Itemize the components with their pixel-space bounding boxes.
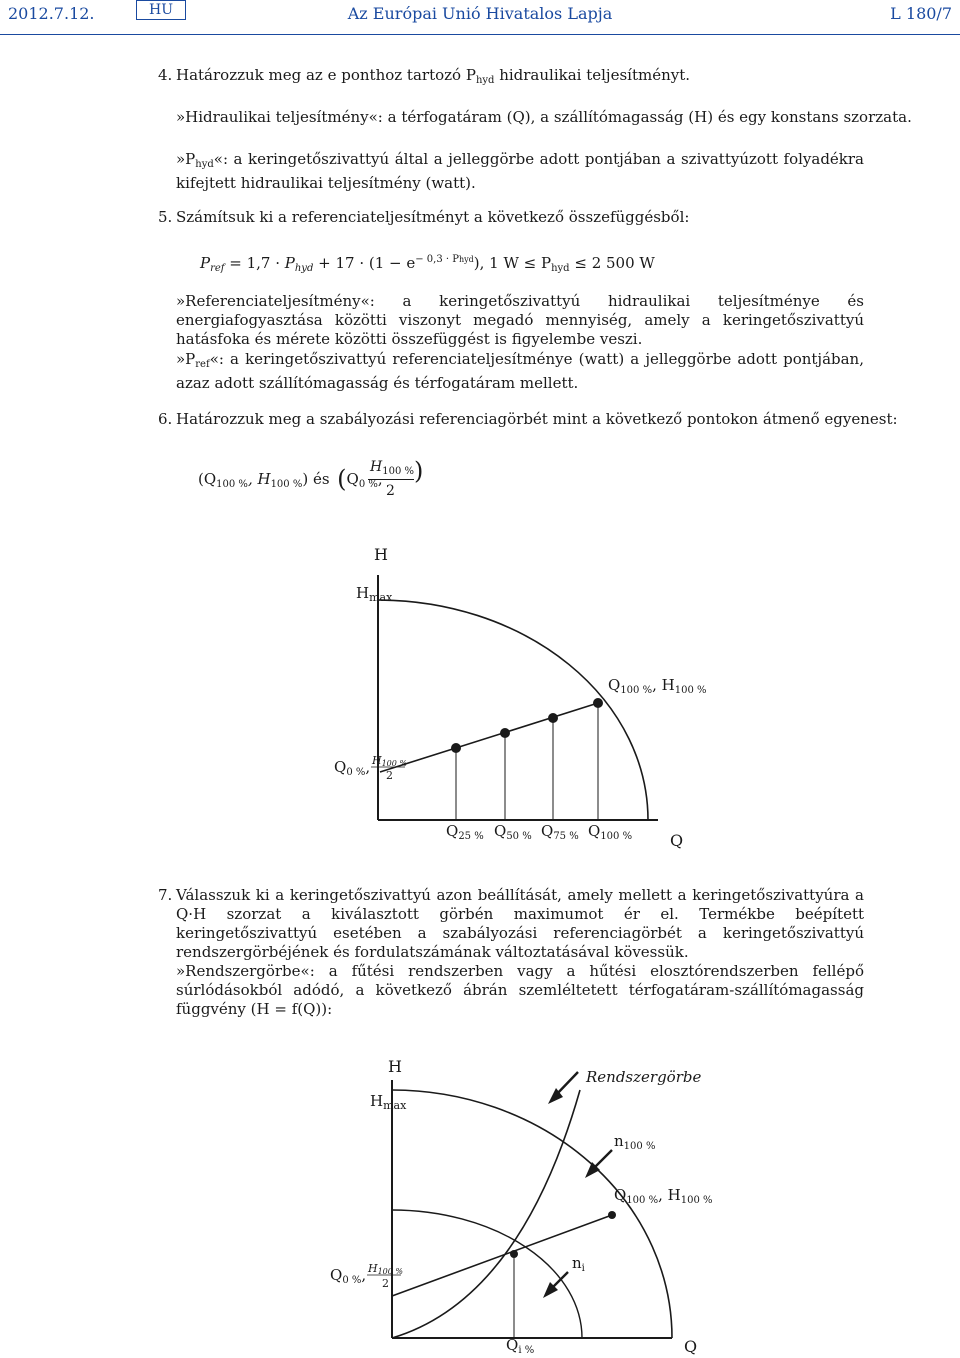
system-curve-definition: »Rendszergörbe«: a fűtési rendszerben vagy a hűtési elosztórendszerben fellépő súrlódásokból adódó, a következő ábrán szemléltetett térfogatáram-szállítómagasság függvény (H = f(Q)): — [176, 962, 864, 1018]
fig1-point-q100 — [593, 698, 603, 708]
fig1-x-q25-label: $Q_{25 \%}$ — [446, 822, 484, 842]
fig2-point-qi — [510, 1250, 518, 1258]
pref-definition: $»P_{ref}«$: a keringetőszivattyú referenciateljesítménye (watt) a jelleggörbe adott pontjában, azaz adott szállítómagasság és térfogatáram mellett. — [176, 350, 864, 392]
fig2-qi-label: $Q_{i \%}$ — [506, 1336, 535, 1356]
fig1-hmax-label: $H_{max}$ — [356, 584, 393, 604]
closing-paren: ) — [414, 457, 424, 485]
fig1-x-q100-label: $Q_{100 \%}$ — [588, 822, 633, 842]
header-page-number: L 180/7 — [890, 4, 952, 23]
fig2-left-fraction-den: 2 — [382, 1277, 389, 1290]
fig2-axis-y-label: H — [388, 1057, 402, 1076]
fig2-ni-label: $n_i$ — [572, 1254, 585, 1274]
fig2-system-curve — [392, 1090, 580, 1338]
reference-points-formula: ($Q_{100 \%}$, $H_{100 \%}$) és ($Q_{0 \%}$, — [198, 465, 383, 493]
fig1-axis-x-label: Q — [670, 831, 684, 850]
item6-number: 6. — [158, 410, 173, 428]
fig2-left-point-label: $Q_{0 \%}$, — [330, 1266, 367, 1286]
phyd-definition: $»P_{hyd}«$: a keringetőszivattyú által a jelleggörbe adott pontjában a szivattyúzott folyadékra kifejtett hidraulikai teljesítmény (watt). — [176, 150, 864, 192]
fig1-x-q75-label: $Q_{75 \%}$ — [541, 822, 579, 842]
fraction-numerator: $H_{100 \%}$ — [370, 459, 414, 477]
item7-text: Válasszuk ki a keringetőszivattyú azon beállítását, amely mellett a keringetőszivattyúra a Q·H szorzat a kiválasztott görbén maximumot ér el. Termékbe beépített keringetőszivattyú esetében a szabályozási referenciagörbét a keringetőszivattyú rendszergörbéjének és fordulatszámának változtatásával kövessük. — [176, 886, 864, 961]
item5-number: 5. — [158, 208, 173, 226]
fig1-pump-curve — [378, 600, 648, 820]
fig2-point-q100 — [608, 1211, 616, 1219]
item7-number: 7. — [158, 886, 173, 904]
fig2-system-curve-label: Rendszergörbe — [586, 1068, 702, 1086]
fraction-denominator: 2 — [386, 483, 395, 499]
fig1-x-q50-label: $Q_{50 \%}$ — [494, 822, 532, 842]
fig2-pump-curve-ni — [392, 1210, 582, 1338]
header-date: 2012.7.12. — [8, 4, 95, 23]
header-language-badge: HU — [136, 0, 186, 20]
reference-power-definition: »Referenciateljesítmény«: a keringetőszivattyú hidraulikai teljesítménye és energiafogyasztása közötti viszonyt megadó mennyiség, amely a keringetőszivattyú hatásfoka és mérete közötti összefüggést is figyelembe veszi. — [176, 292, 864, 348]
fig1-point-q50 — [500, 728, 510, 738]
item4-text: Határozzuk meg az e ponthoz tartozó $P_{hyd}$ hidraulikai teljesítményt. — [176, 66, 691, 86]
pref-formula: $P_{ref} = 1,7 \cdot P_{hyd} + 17 \cdot (1 - e^{- 0,3 \cdot Phyd})$, 1 $W \le P_{hyd} \le 2$ 500 W — [200, 254, 655, 274]
fig1-axis-y-label: H — [374, 545, 388, 564]
fig2-axis-x-label: Q — [684, 1337, 698, 1356]
fig1-left-fraction-num: H100 % — [372, 754, 408, 768]
hydraulic-power-definition: »Hidraulikai teljesítmény«: a térfogatáram (Q), a szállítómagasság (H) és egy konstans szorzata. — [176, 108, 912, 126]
fig1-left-point-label: $Q_{0 \%}$, — [334, 758, 371, 778]
fig1-top-point-label: $Q_{100 \%}$, $H_{100 \%}$ — [608, 676, 707, 696]
fig2-hmax-label: $H_{max}$ — [370, 1092, 407, 1112]
item6-text: Határozzuk meg a szabályozási referenciagörbét mint a következő pontokon átmenő egyenest: — [176, 410, 898, 428]
item4-number: 4. — [158, 66, 173, 84]
item5-text: Számítsuk ki a referenciateljesítményt a következő összefüggésből: — [176, 208, 690, 226]
fig2-pump-curve-n100 — [392, 1090, 672, 1338]
fig2-point-label: $Q_{100 \%}$, $H_{100 \%}$ — [614, 1186, 713, 1206]
fig2-n100-label: $n_{100 \%}$ — [614, 1132, 656, 1152]
header-journal-title: Az Európai Unió Hivatalos Lapja — [347, 4, 613, 23]
fig1-point-q25 — [451, 743, 461, 753]
fig1-control-line — [380, 703, 598, 772]
fig1-point-q75 — [548, 713, 558, 723]
fig1-left-fraction-den: 2 — [386, 769, 393, 782]
fig2-left-fraction-num: H100 % — [368, 1262, 404, 1276]
